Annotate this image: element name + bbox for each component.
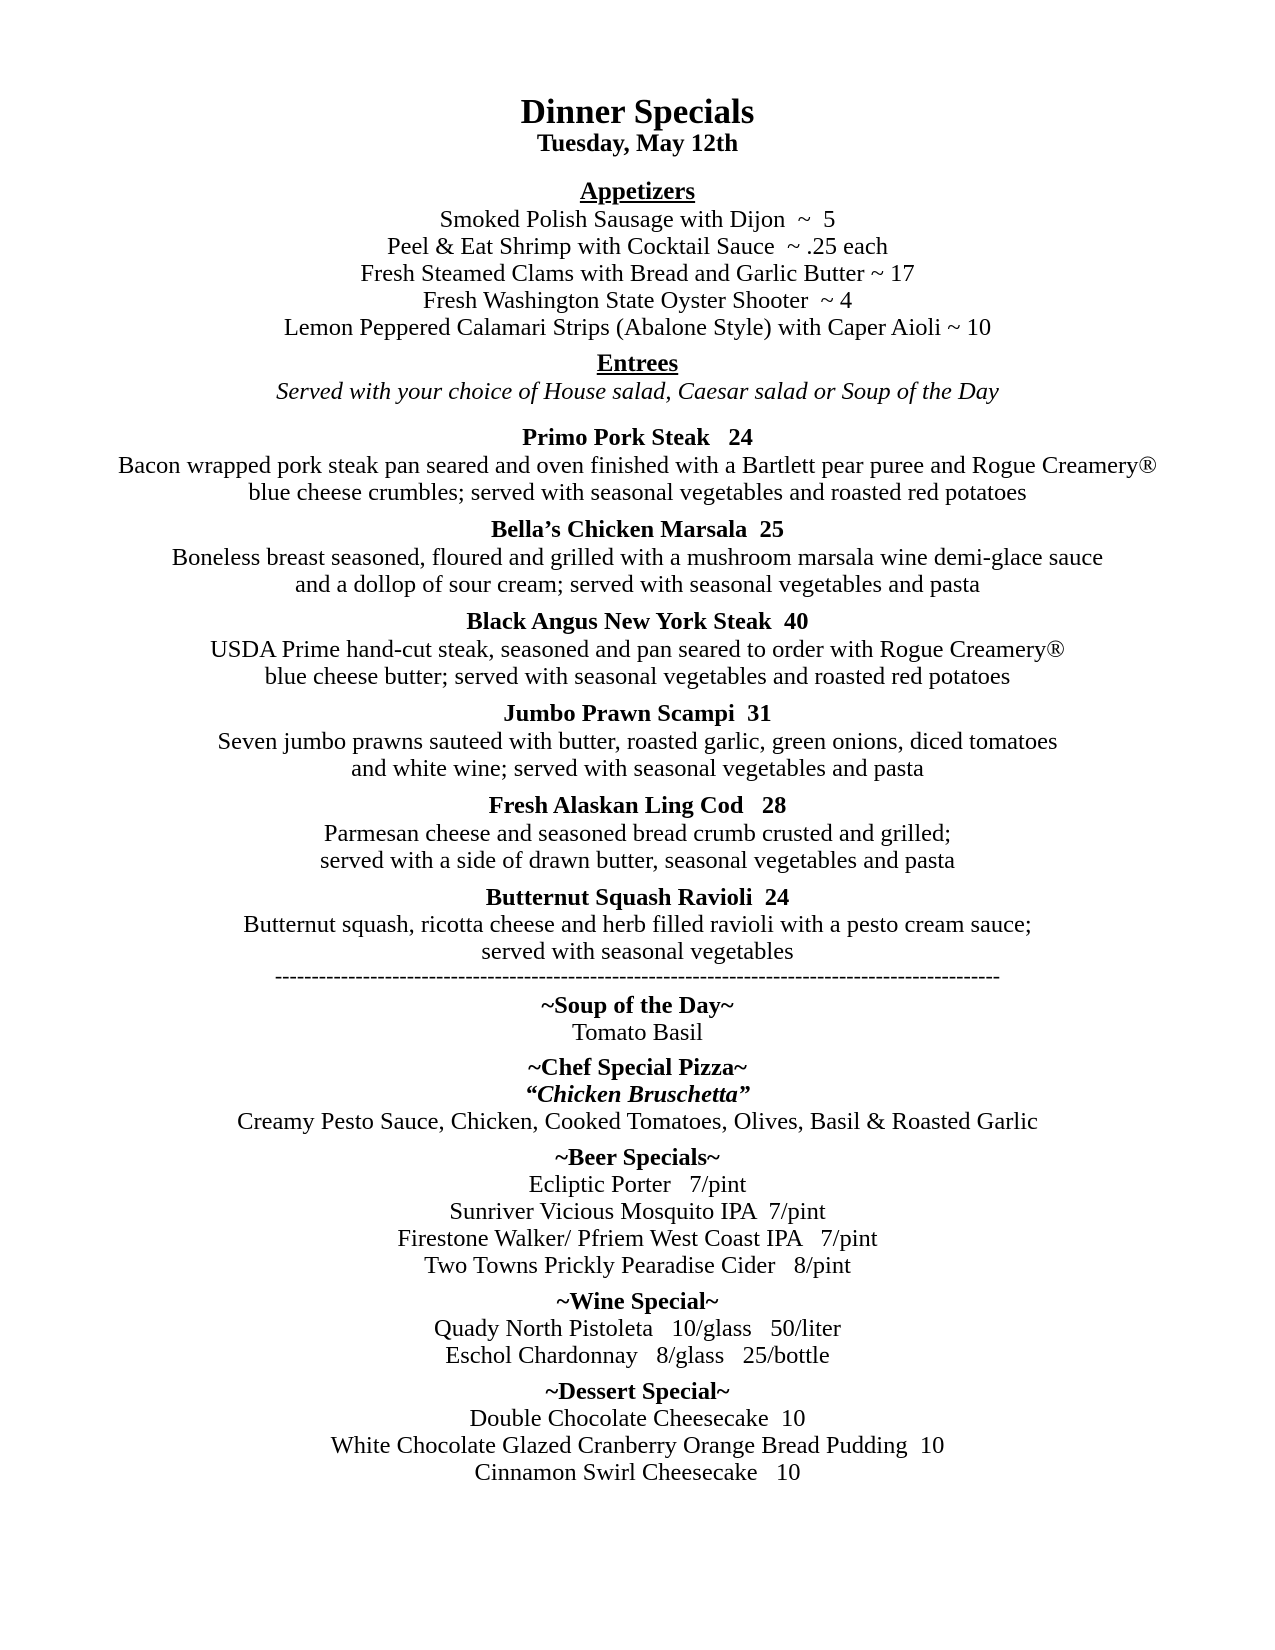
soup-heading: ~Soup of the Day~ <box>541 992 734 1019</box>
section-divider: --------------------------------------------------------------------------------------------------- <box>274 963 1001 988</box>
entree-description: Parmesan cheese and seasoned bread crumb crusted and grilled; <box>323 820 952 847</box>
dessert-item: White Chocolate Glazed Cranberry Orange Bread Pudding 10 <box>330 1432 945 1459</box>
entree-description: blue cheese butter; served with seasonal vegetables and roasted red potatoes <box>264 663 1011 690</box>
entrees-note: Served with your choice of House salad, Caesar salad or Soup of the Day <box>276 378 999 405</box>
entree-name: Fresh Alaskan Ling Cod 28 <box>488 792 787 819</box>
entree-name: Primo Pork Steak 24 <box>522 424 753 451</box>
appetizer-item: Smoked Polish Sausage with Dijon ~ 5 <box>439 206 836 233</box>
appetizer-item: Lemon Peppered Calamari Strips (Abalone Style) with Caper Aioli ~ 10 <box>283 314 992 341</box>
dessert-item: Double Chocolate Cheesecake 10 <box>469 1405 806 1432</box>
wine-item: Quady North Pistoleta 10/glass 50/liter <box>434 1315 841 1342</box>
entree-description: Seven jumbo prawns sauteed with butter, roasted garlic, green onions, diced tomatoes <box>217 728 1058 755</box>
entree-description: and white wine; served with seasonal vegetables and pasta <box>351 755 924 782</box>
beer-heading: ~Beer Specials~ <box>555 1144 720 1171</box>
pizza-description: Creamy Pesto Sauce, Chicken, Cooked Tomatoes, Olives, Basil & Roasted Garlic <box>237 1108 1038 1135</box>
entree-name: Black Angus New York Steak 40 <box>466 608 809 635</box>
page-title: Dinner Specials <box>520 92 755 131</box>
entree-description: Bacon wrapped pork steak pan seared and oven finished with a Bartlett pear puree and Rogue Creamery® <box>117 452 1158 479</box>
beer-item: Sunriver Vicious Mosquito IPA 7/pint <box>449 1198 826 1225</box>
entree-name: Jumbo Prawn Scampi 31 <box>503 700 772 727</box>
entree-name: Butternut Squash Ravioli 24 <box>485 884 790 911</box>
beer-item: Two Towns Prickly Pearadise Cider 8/pint <box>424 1252 851 1279</box>
entree-description: and a dollop of sour cream; served with seasonal vegetables and pasta <box>294 571 981 598</box>
appetizer-item: Fresh Steamed Clams with Bread and Garlic Butter ~ 17 <box>360 260 915 287</box>
soup-item: Tomato Basil <box>572 1019 703 1046</box>
wine-heading: ~Wine Special~ <box>556 1288 719 1315</box>
entree-description: USDA Prime hand-cut steak, seasoned and pan seared to order with Rogue Creamery® <box>210 636 1065 663</box>
entree-description: Butternut squash, ricotta cheese and herb filled ravioli with a pesto cream sauce; <box>243 911 1032 938</box>
appetizers-heading: Appetizers <box>579 178 696 205</box>
appetizer-item: Peel & Eat Shrimp with Cocktail Sauce ~ .25 each <box>386 233 889 260</box>
pizza-name: “Chicken Bruschetta” <box>524 1081 751 1108</box>
dessert-item: Cinnamon Swirl Cheesecake 10 <box>474 1459 801 1486</box>
entree-description: Boneless breast seasoned, floured and grilled with a mushroom marsala wine demi-glace sauce <box>171 544 1104 571</box>
beer-item: Firestone Walker/ Pfriem West Coast IPA 7/pint <box>397 1225 878 1252</box>
beer-item: Ecliptic Porter 7/pint <box>528 1171 747 1198</box>
wine-item: Eschol Chardonnay 8/glass 25/bottle <box>445 1342 830 1369</box>
appetizer-item: Fresh Washington State Oyster Shooter ~ 4 <box>422 287 853 314</box>
entree-description: blue cheese crumbles; served with seasonal vegetables and roasted red potatoes <box>248 479 1027 506</box>
entree-description: served with a side of drawn butter, seasonal vegetables and pasta <box>319 847 956 874</box>
entree-name: Bella’s Chicken Marsala 25 <box>490 516 785 543</box>
entrees-heading: Entrees <box>596 350 679 377</box>
pizza-heading: ~Chef Special Pizza~ <box>528 1054 747 1081</box>
entree-description: served with seasonal vegetables <box>481 938 794 965</box>
dessert-heading: ~Dessert Special~ <box>545 1378 730 1405</box>
menu-date: Tuesday, May 12th <box>536 130 739 157</box>
